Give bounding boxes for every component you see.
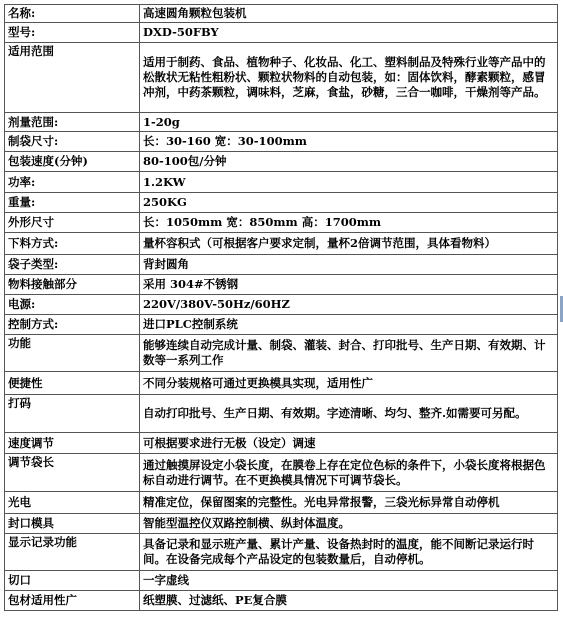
table-row (5, 213, 558, 233)
spec-label: 型号: (5, 23, 140, 43)
spec-value: 量杯容积式（可根据客户要求定制，量杯2倍调节范围，具体看物料） (140, 233, 558, 255)
table-row (5, 152, 558, 172)
spec-value: 一字虚线 (140, 571, 558, 591)
table-row (5, 172, 558, 193)
table-row (5, 492, 558, 514)
table-row (5, 395, 558, 433)
spec-value: 进口PLC控制系统 (140, 315, 558, 335)
spec-label: 控制方式: (5, 315, 140, 335)
spec-value: 通过触摸屏设定小袋长度，在膜卷上存在定位色标的条件下，小袋长度将根据色标自动进行调节。在不更换模具情况下可调节袋长。 (140, 454, 558, 492)
table-row (5, 23, 558, 43)
table-row (5, 255, 558, 275)
spec-label: 功率: (5, 172, 140, 193)
spec-value: 1.2KW (140, 172, 558, 193)
spec-value: 纸塑膜、过滤纸、PE复合膜 (140, 591, 558, 611)
spec-table (4, 4, 558, 611)
spec-label: 包装速度(分钟) (5, 152, 140, 172)
table-row (5, 315, 558, 335)
spec-value: 精准定位，保留图案的完整性。光电异常报警，三袋光标异常自动停机 (140, 492, 558, 514)
spec-label: 电源: (5, 295, 140, 315)
table-row (5, 454, 558, 492)
spec-label: 制袋尺寸: (5, 132, 140, 152)
spec-label: 外形尺寸 (5, 213, 140, 233)
spec-value: 适用于制药、食品、植物种子、化妆品、化工、塑料制品及特殊行业等产品中的松散状无粘性粗粉状、颗粒状物料的自动包装，如：固体饮料，酵素颗粒，感冒冲剂，中药茶颗粒，调味料，芝麻，食盐，砂糖，三合一咖啡，干燥剂等产品。 (140, 43, 558, 113)
table-row (5, 335, 558, 372)
spec-label: 速度调节 (5, 433, 140, 454)
spec-value: 智能型温控仪双路控制横、纵封体温度。 (140, 514, 558, 534)
spec-label: 适用范围 (5, 43, 140, 113)
spec-label: 重量: (5, 193, 140, 213)
table-row (5, 113, 558, 132)
spec-label: 包材适用性广 (5, 591, 140, 611)
spec-value: 220V/380V-50Hz/60HZ (140, 295, 558, 315)
spec-value: 高速圆角颗粒包装机 (140, 5, 558, 23)
spec-label: 显示记录功能 (5, 534, 140, 571)
spec-value: 250KG (140, 193, 558, 213)
spec-value: 背封圆角 (140, 255, 558, 275)
spec-label: 剂量范围: (5, 113, 140, 132)
spec-label: 袋子类型: (5, 255, 140, 275)
spec-value: 采用 304#不锈钢 (140, 275, 558, 295)
table-row (5, 534, 558, 571)
table-row (5, 514, 558, 534)
spec-label: 光电 (5, 492, 140, 514)
spec-label: 下料方式: (5, 233, 140, 255)
table-row (5, 233, 558, 255)
spec-value: 长：30-160 宽：30-100mm (140, 132, 558, 152)
spec-value: 可根据要求进行无极（设定）调速 (140, 433, 558, 454)
spec-label: 调节袋长 (5, 454, 140, 492)
spec-value: 能够连续自动完成计量、制袋、灌装、封合、打印批号、生产日期、有效期、计数等一系列工作 (140, 335, 558, 372)
table-row (5, 591, 558, 611)
spec-label: 切口 (5, 571, 140, 591)
spec-label: 打码 (5, 395, 140, 433)
table-row (5, 132, 558, 152)
table-row (5, 571, 558, 591)
spec-value: 长：1050mm 宽：850mm 高：1700mm (140, 213, 558, 233)
spec-value: 80-100包/分钟 (140, 152, 558, 172)
table-row (5, 275, 558, 295)
spec-label: 名称: (5, 5, 140, 23)
spec-value: 不同分装规格可通过更换模具实现，适用性广 (140, 372, 558, 395)
spec-value: 1-20g (140, 113, 558, 132)
spec-value: DXD-50FBY (140, 23, 558, 43)
table-row (5, 193, 558, 213)
table-row (5, 295, 558, 315)
spec-label: 便捷性 (5, 372, 140, 395)
spec-value: 具备记录和显示班产量、累计产量、设备热封时的温度，能不间断记录运行时间。在设备完成每个产品设定的包装数量后，自动停机。 (140, 534, 558, 571)
spec-label: 封口模具 (5, 514, 140, 534)
spec-value: 自动打印批号、生产日期、有效期。字迹清晰、均匀、整齐.如需要可另配。 (140, 395, 558, 433)
spec-label: 功能 (5, 335, 140, 372)
table-row (5, 43, 558, 113)
table-row (5, 433, 558, 454)
spec-label: 物料接触部分 (5, 275, 140, 295)
table-row (5, 372, 558, 395)
table-row (5, 5, 558, 23)
